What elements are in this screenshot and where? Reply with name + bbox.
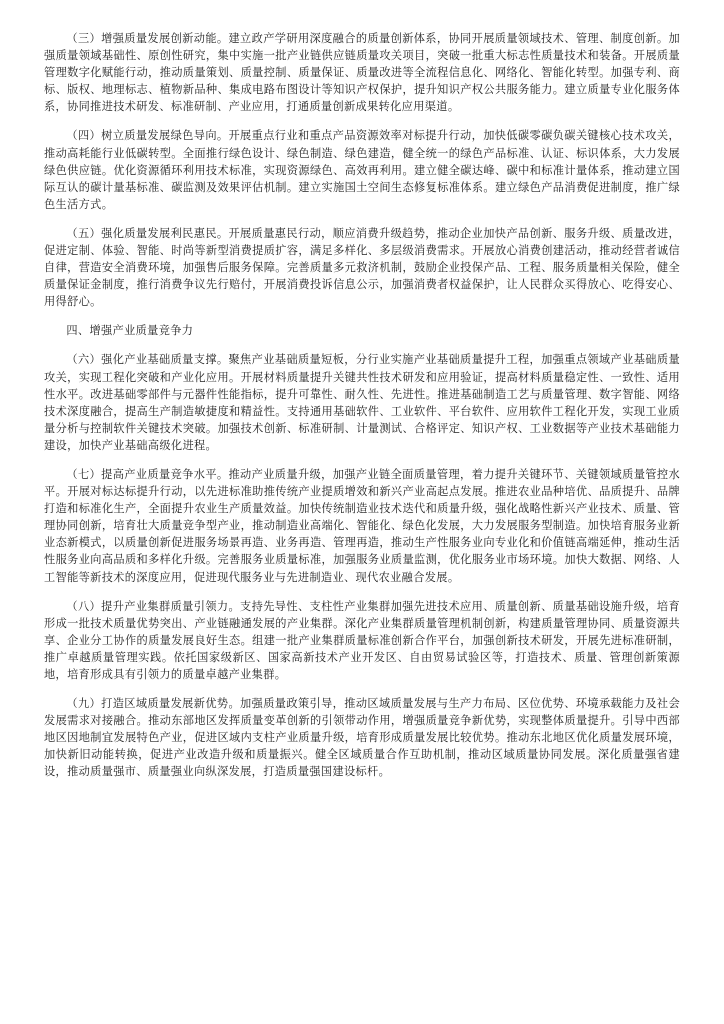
paragraph-8-clusters: （八）提升产业集群质量引领力。支持先导性、支柱性产业集群加强先进技术应用、质量创新、质量基础设施升级，培育形成一批技术质量优势突出、产业链融通发展的产业集群。深化产业集群质量管理机制创新，构建质量管理协同、质量资源共享、企业分工协作的质量发展良好生态。组建一批产业集群质量标准创新合作平台，加强创新技术研发，开展先进标准研制，推广卓越质量管理实践。依托国家级新区、国家高新技术产业开发区、自由贸易试验区等，打造技术、质量、管理创新策源地，培育形成具有引领力的质量卓越产业集群。 — [44, 599, 680, 681]
paragraph-9-regional: （九）打造区域质量发展新优势。加强质量政策引导，推动区域质量发展与生产力布局、区位优势、环境承载能力及社会发展需求对接融合。推动东部地区发挥质量变革创新的引领带动作用，增强质量竞争新优势，实现整体质量提升。引导中西部地区因地制宜发展特色产业，促进区域内支柱产业质量升级，培育形成质量发展比较优势。推动东北地区优化质量发展环境，加快新旧动能转换，促进产业改造升级和质量振兴。健全区域质量合作互助机制，推动区域质量协同发展。深化质量强省建设，推动质量强市、质量强业向纵深发展，打造质量强国建设标杆。 — [44, 697, 680, 779]
paragraph-5-people: （五）强化质量发展利民惠民。开展质量惠民行动，顺应消费升级趋势，推动企业加快产品创新、服务升级、质量改进，促进定制、体验、智能、时尚等新型消费提质扩容，满足多样化、多层级消费需求。开展放心消费创建活动，推动经营者诚信自律，营造安全消费环境，加强售后服务保障。完善质量多元救济机制，鼓励企业投保产品、工程、服务质量相关保险，健全质量保证金制度，推行消费争议先行赔付，开展消费投诉信息公示，加强消费者权益保护，让人民群众买得放心、吃得安心、用得舒心。 — [44, 226, 680, 309]
paragraph-4-green: （四）树立质量发展绿色导向。开展重点行业和重点产品资源效率对标提升行动，加快低碳零碳负碳关键核心技术攻关，推动高耗能行业低碳转型。全面推行绿色设计、绿色制造、绿色建造，健全统一的绿色产品标准、认证、标识体系，大力发展绿色供应链。优化资源循环利用技术标准，实现资源绿色、高效再利用。建立健全碳达峰、碳中和标准计量体系，推动建立国际互认的碳计量基标准、碳监测及效果评估机制。建立实施国土空间生态修复标准体系。建立绿色产品消费促进制度，推广绿色生活方式。 — [44, 129, 680, 211]
section-heading: 四、增强产业质量竞争力 — [66, 324, 194, 338]
paragraph-6-industry-base: （六）强化产业基础质量支撑。聚焦产业基础质量短板，分行业实施产业基础质量提升工程，加强重点领域产业基础质量攻关，实现工程化突破和产业化应用。开展材料质量提升关键共性技术研发和应用验证，提高材料质量稳定性、一致性、适用性水平。改进基础零部件与元器件性能指标，提升可靠性、耐久性、先进性。推进基础制造工艺与质量管理、数字智能、网络技术深度融合，提高生产制造敏捷度和精益性。支持通用基础软件、工业软件、平台软件、应用软件工程化开发，实现工业质量分析与控制软件关键技术突破。加强技术创新、标准研制、计量测试、合格评定、知识产权、工业数据等产业技术基础能力建设，加快产业基础高级化进程。 — [44, 353, 680, 452]
paragraph-7-competitiveness: （七）提高产业质量竞争水平。推动产业质量升级，加强产业链全面质量管理，着力提升关键环节、关键领域质量管控水平。开展对标达标提升行动，以先进标准助推传统产业提质增效和新兴产业高起点发展。推进农业品种培优、品质提升、品牌打造和标准化生产，全面提升农业生产质量效益。加快传统制造业技术迭代和质量升级，强化战略性新兴产业技术、质量、管理协同创新，培育壮大质量竞争型产业，推动制造业高端化、智能化、绿色化发展，大力发展服务型制造。加快培育服务业新业态新模式，以质量创新促进服务场景再造、业务再造、管理再造，推动生产性服务业向专业化和价值链高端延伸，推动生活性服务业向高品质和多样化升级。完善服务业质量标准，加强服务业质量监测，优化服务业市场环境。加快大数据、网络、人工智能等新技术的深度应用，促进现代服务业与先进制造业、现代农业融合发展。 — [44, 467, 680, 584]
paragraph-3-innovation: （三）增强质量发展创新动能。建立政产学研用深度融合的质量创新体系，协同开展质量领域技术、管理、制度创新。加强质量领域基础性、原创性研究，集中实施一批产业链供应链质量攻关项目，突破一批重大标志性质量技术和装备。开展质量管理数字化赋能行动，推动质量策划、质量控制、质量保证、质量改进等全流程信息化、网络化、智能化转型。加强专利、商标、版权、地理标志、植物新品种、集成电路布图设计等知识产权保护，提升知识产权公共服务能力。建立质量专业化服务体系，协同推进技术研发、标准研制、产业应用，打通质量创新成果转化应用渠道。 — [44, 32, 680, 114]
